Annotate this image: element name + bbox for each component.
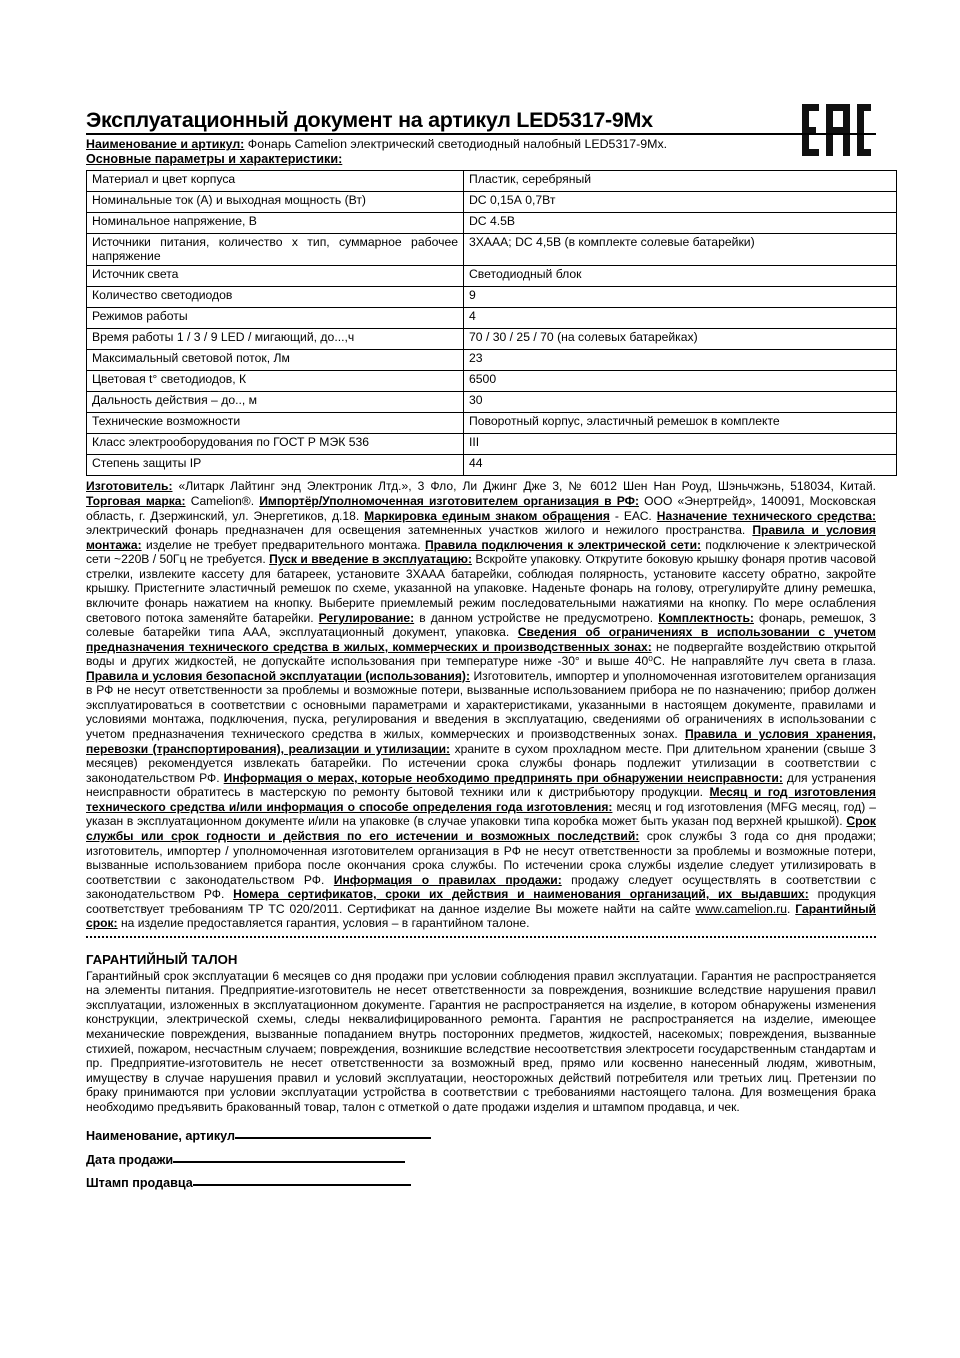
purpose-value: электрический фонарь предназначен для освещения затемненных участков жилого и нежилого пространства. bbox=[86, 523, 746, 538]
product-name-value: Фонарь Camelion электрический светодиодный налобный LED5317-9Mx. bbox=[247, 137, 668, 152]
trademark-label: Торговая марка: bbox=[86, 494, 186, 509]
safety-rules-label: Правила и условия безопасной эксплуатации (использования): bbox=[86, 668, 470, 683]
manufacturer-label: Изготовитель: bbox=[86, 479, 173, 494]
spec-value: 70 / 30 / 25 / 70 (на солевых батарейках) bbox=[464, 329, 897, 350]
warranty-section-title: ГАРАНТИЙНЫЙ ТАЛОН bbox=[86, 951, 238, 967]
importer-label: Импортёр/Уполномоченная изготовителем организация в РФ: bbox=[259, 494, 639, 509]
spec-key: Номинальные ток (А) и выходная мощность (Вт) bbox=[87, 191, 464, 212]
sale-date-field-label: Дата продажи bbox=[86, 1152, 174, 1167]
manufacture-date-value: месяц и год изготовления (MFG месяц, год) – указан в эксплуатационном документе и/или на упаковке (в случае упаковки типа коробка может быть указан под верхней крышкой). bbox=[86, 799, 876, 829]
marking-label: Маркировка единым знаком обращения bbox=[364, 508, 610, 523]
service-life-value: срок службы 3 года со дня продажи; изготовитель, импортер / уполномоченная изготовителем организация в РФ не несут ответственности за проблемы и возможные потери, вызванные использованием прибора после окончания срока службы. По истечении срока службы изделие следует утилизировать в соответствии с законодательством РФ. bbox=[86, 828, 876, 887]
table-row bbox=[87, 329, 897, 350]
purpose-label: Назначение технического средства: bbox=[656, 508, 876, 523]
service-life-label: Срок службы или срок годности и действия по его истечении и возможных последствий: bbox=[86, 814, 876, 843]
spec-key: Цветовая t° светодиодов, К bbox=[87, 371, 464, 392]
table-row bbox=[87, 287, 897, 308]
contents-value: фонарь, ремешок, 3 солевые батарейки типа ААА, эксплуатационный документ, упаковка. bbox=[86, 610, 876, 640]
spec-value: III bbox=[464, 434, 897, 455]
camelion-website-link[interactable]: www.camelion.ru bbox=[695, 901, 787, 916]
spec-key: Номинальное напряжение, В bbox=[87, 212, 464, 233]
table-row bbox=[87, 392, 897, 413]
document-content bbox=[86, 108, 876, 1195]
manufacturer-value: «Литарк Лайтинг энд Электроник Лтд.», 3 Фло, Ли Джинг Дже 3, № 6012 Шен Нан Роуд, Шэньчжэнь, 518034, Китай. bbox=[178, 479, 876, 494]
manufacture-date-label: Месяц и год изготовления технического средства и/или информация о способе определения года изготовления: bbox=[86, 785, 876, 814]
importer-value: ООО «Энертрейд», 140091, Московская область, г. Дзержинский, ул. Энергетиков, д.18. bbox=[86, 494, 876, 523]
spec-value: 44 bbox=[464, 455, 897, 476]
table-row bbox=[87, 212, 897, 233]
sales-rules-value: продажу следует осуществлять в соответствии с законодательством РФ. bbox=[86, 872, 876, 902]
marking-value: - ЕАС. bbox=[614, 508, 652, 523]
warranty-term-label: Гарантийный срок: bbox=[86, 901, 876, 931]
certificates-label: Номера сертификатов, сроки их действия и наименования организаций, их выдавших: bbox=[233, 887, 809, 902]
warranty-section-text: Гарантийный срок эксплуатации 6 месяцев со дня продажи при условии соблюдения правил эксплуатации. Гарантия не распространяется на элементы питания. Предприятие-изготовитель не несет ответственности за повреждения, возникшие вследствие нарушения правил эксплуатации, изложенных в эксплуатационном документе. Гарантия не распространяется на изделие, в котором обнаружены изменения конструкции, электрической схемы, следы неквалифицированного ремонта. Гарантия не распространяется на изделие, имеющее механические повреждения, вызванные попаданием внутрь посторонних предметов, жидкостей, насекомых; повреждения, вызванные стихией, пожаром, несчастным случаем; повреждения, возникшие вследствие несоответствия электросети государственным стандартам и пр. Предприятие-изготовитель не несет ответственности за возможный вред, прямо или косвенно нанесенный людям, животным, имуществу в случае нарушения правил и условий эксплуатации, неосторожных действий потребителя или третьих лиц. Претензии по браку принимаются при условии эксплуатации устройства в соответствии с требованиями настоящего талона. Для возмещения брака необходимо предъявить бракованный товар, талон с отметкой о дате продажи изделия и штампом продавца, и чек. bbox=[86, 968, 876, 1114]
startup-value: Вскройте упаковку. Открутите боковую крышку фонаря против часовой стрелки, извлеките кассету для батареек, установите 3ХААА батарейки, соблюдая полярность, установите кассету обратно, закройте крышку. Пристегните эластичный ремешок по схеме, указанной на упаковке. Наденьте фонарь на голову, отрегулируйте длину ремешка, включите фонарь нажатием на кнопку. Выберите приемлемый режим последовательными нажатиями на кнопку. По мере ослабления светового потока заменяйте батарейки. bbox=[86, 552, 876, 625]
specifications-table bbox=[86, 170, 897, 477]
warranty-form-fields bbox=[86, 1125, 876, 1195]
product-name-label: Наименование и артикул: bbox=[86, 137, 245, 152]
faults-label: Информация о мерах, которые необходимо предпринять при обнаружении неисправности: bbox=[223, 770, 783, 785]
spec-key: Класс электрооборудования по ГОСТ Р МЭК 536 bbox=[87, 434, 464, 455]
certificates-value-tail: . bbox=[786, 901, 791, 916]
table-row bbox=[87, 266, 897, 287]
table-row bbox=[87, 455, 897, 476]
mounting-label: Правила и условия монтажа: bbox=[86, 523, 876, 552]
spec-value: Поворотный корпус, эластичный ремешок в комплекте bbox=[464, 413, 897, 434]
spec-value: 9 bbox=[464, 287, 897, 308]
spec-key: Технические возможности bbox=[87, 413, 464, 434]
usage-limits-label: Сведения об ограничениях в использовании с учетом предназначения технического средства в жилых, коммерческих и производственных зонах: bbox=[86, 625, 876, 654]
table-row bbox=[87, 413, 897, 434]
table-row bbox=[87, 308, 897, 329]
storage-value: храните в сухом прохладном месте. При длительном хранении (свыше 3 месяцев) рекомендуется извлекать батарейки. По истечении срока службы фонарь подлежит утилизации в соответствии с законодательством РФ. bbox=[86, 741, 876, 785]
spec-key: Максимальный световой поток, Лм bbox=[87, 350, 464, 371]
spec-value: 3XAAA; DC 4,5B (в комплекте солевые батарейки) bbox=[464, 233, 897, 266]
product-name-field-label: Наименование, артикул bbox=[86, 1129, 235, 1144]
spec-value: Пластик, серебряный bbox=[464, 170, 897, 191]
table-row bbox=[87, 170, 897, 191]
sales-rules-label: Информация о правилах продажи: bbox=[333, 872, 562, 887]
certificates-value: продукция соответствует требованиям ТР ТС 020/2011. Сертификат на данное изделие Вы можете найти на сайте bbox=[86, 887, 876, 916]
startup-label: Пуск и введение в эксплуатацию: bbox=[269, 552, 472, 567]
table-row bbox=[87, 350, 897, 371]
seller-stamp-field-input[interactable] bbox=[193, 1174, 411, 1186]
seller-stamp-field-label: Штамп продавца bbox=[86, 1175, 193, 1190]
spec-value: DC 0,15А 0,7Вт bbox=[464, 191, 897, 212]
trademark-value: Camelion®. bbox=[190, 494, 255, 509]
spec-value: 6500 bbox=[464, 371, 897, 392]
form-row-seller-stamp bbox=[86, 1172, 876, 1195]
warranty-term-value: на изделие предоставляется гарантия, условия – в гарантийном талоне. bbox=[120, 916, 530, 931]
mounting-value: изделие не требует предварительного монтажа. bbox=[145, 537, 421, 552]
adjustment-label: Регулирование: bbox=[318, 610, 415, 625]
form-row-sale-date bbox=[86, 1149, 876, 1172]
spec-value: 23 bbox=[464, 350, 897, 371]
faults-value: для устранения неисправности обратитесь в мастерскую по ремонту бытовой техники или к дистрибьютору продукции. bbox=[86, 770, 876, 800]
adjustment-value: в данном устройстве не предусмотрено. bbox=[419, 610, 654, 625]
spec-key: Количество светодиодов bbox=[87, 287, 464, 308]
section-divider bbox=[86, 936, 876, 944]
spec-key: Источник света bbox=[87, 266, 464, 287]
grid-connection-value: подключение к электрической сети ~220В / 50Гц не требуется. bbox=[86, 537, 876, 567]
table-row bbox=[87, 233, 897, 266]
table-row bbox=[87, 191, 897, 212]
spec-value: 4 bbox=[464, 308, 897, 329]
contents-label: Комплектность: bbox=[658, 610, 754, 625]
product-name-field-input[interactable] bbox=[235, 1127, 431, 1139]
table-row bbox=[87, 371, 897, 392]
spec-key: Дальность действия – до.., м bbox=[87, 392, 464, 413]
spec-value: 30 bbox=[464, 392, 897, 413]
form-row-product-name bbox=[86, 1125, 876, 1148]
specs-heading: Основные параметры и характеристики: bbox=[86, 152, 343, 167]
page-title: Эксплуатационный документ на артикул LED5317-9Mx bbox=[86, 108, 876, 135]
spec-value: Светодиодный блок bbox=[464, 266, 897, 287]
sale-date-field-input[interactable] bbox=[173, 1151, 405, 1163]
product-name-line bbox=[86, 137, 876, 152]
spec-key: Источники питания, количество х тип, суммарное рабочее напряжение bbox=[87, 233, 464, 266]
usage-limits-value: не подвергайте воздействию открытой воды и других жидкостей, не допускайте использования при температуре ниже -30° и выше 40⁰С. Не направляйте луч света в глаза. bbox=[86, 639, 876, 669]
spec-value: DC 4.5B bbox=[464, 212, 897, 233]
spec-key: Время работы 1 / 3 / 9 LED / мигающий, до...,ч bbox=[87, 329, 464, 350]
table-row bbox=[87, 434, 897, 455]
spec-key: Степень защиты IP bbox=[87, 455, 464, 476]
storage-label: Правила и условия хранения, перевозки (транспортирования), реализации и утилизации: bbox=[86, 727, 876, 756]
grid-connection-label: Правила подключения к электрической сети: bbox=[424, 537, 702, 552]
safety-rules-value: Изготовитель, импортер и уполномоченная изготовителем организация в РФ не несут ответственности за проблемы и возможные потери, вызванные использованием прибора не по назначению; прибор должен эксплуатироваться в соответствии с основными параметрами и характеристиками, указанными в настоящем документе, правилами и условиями монтажа, подключения, пуска, регулирования и введения в эксплуатацию, сведениями об ограничениях в использовании с учетом предназначения технического средства в жилых, коммерческих и производственных зонах. bbox=[86, 668, 876, 742]
spec-key: Режимов работы bbox=[87, 308, 464, 329]
spec-key: Материал и цвет корпуса bbox=[87, 170, 464, 191]
regulatory-information-block bbox=[86, 479, 876, 930]
